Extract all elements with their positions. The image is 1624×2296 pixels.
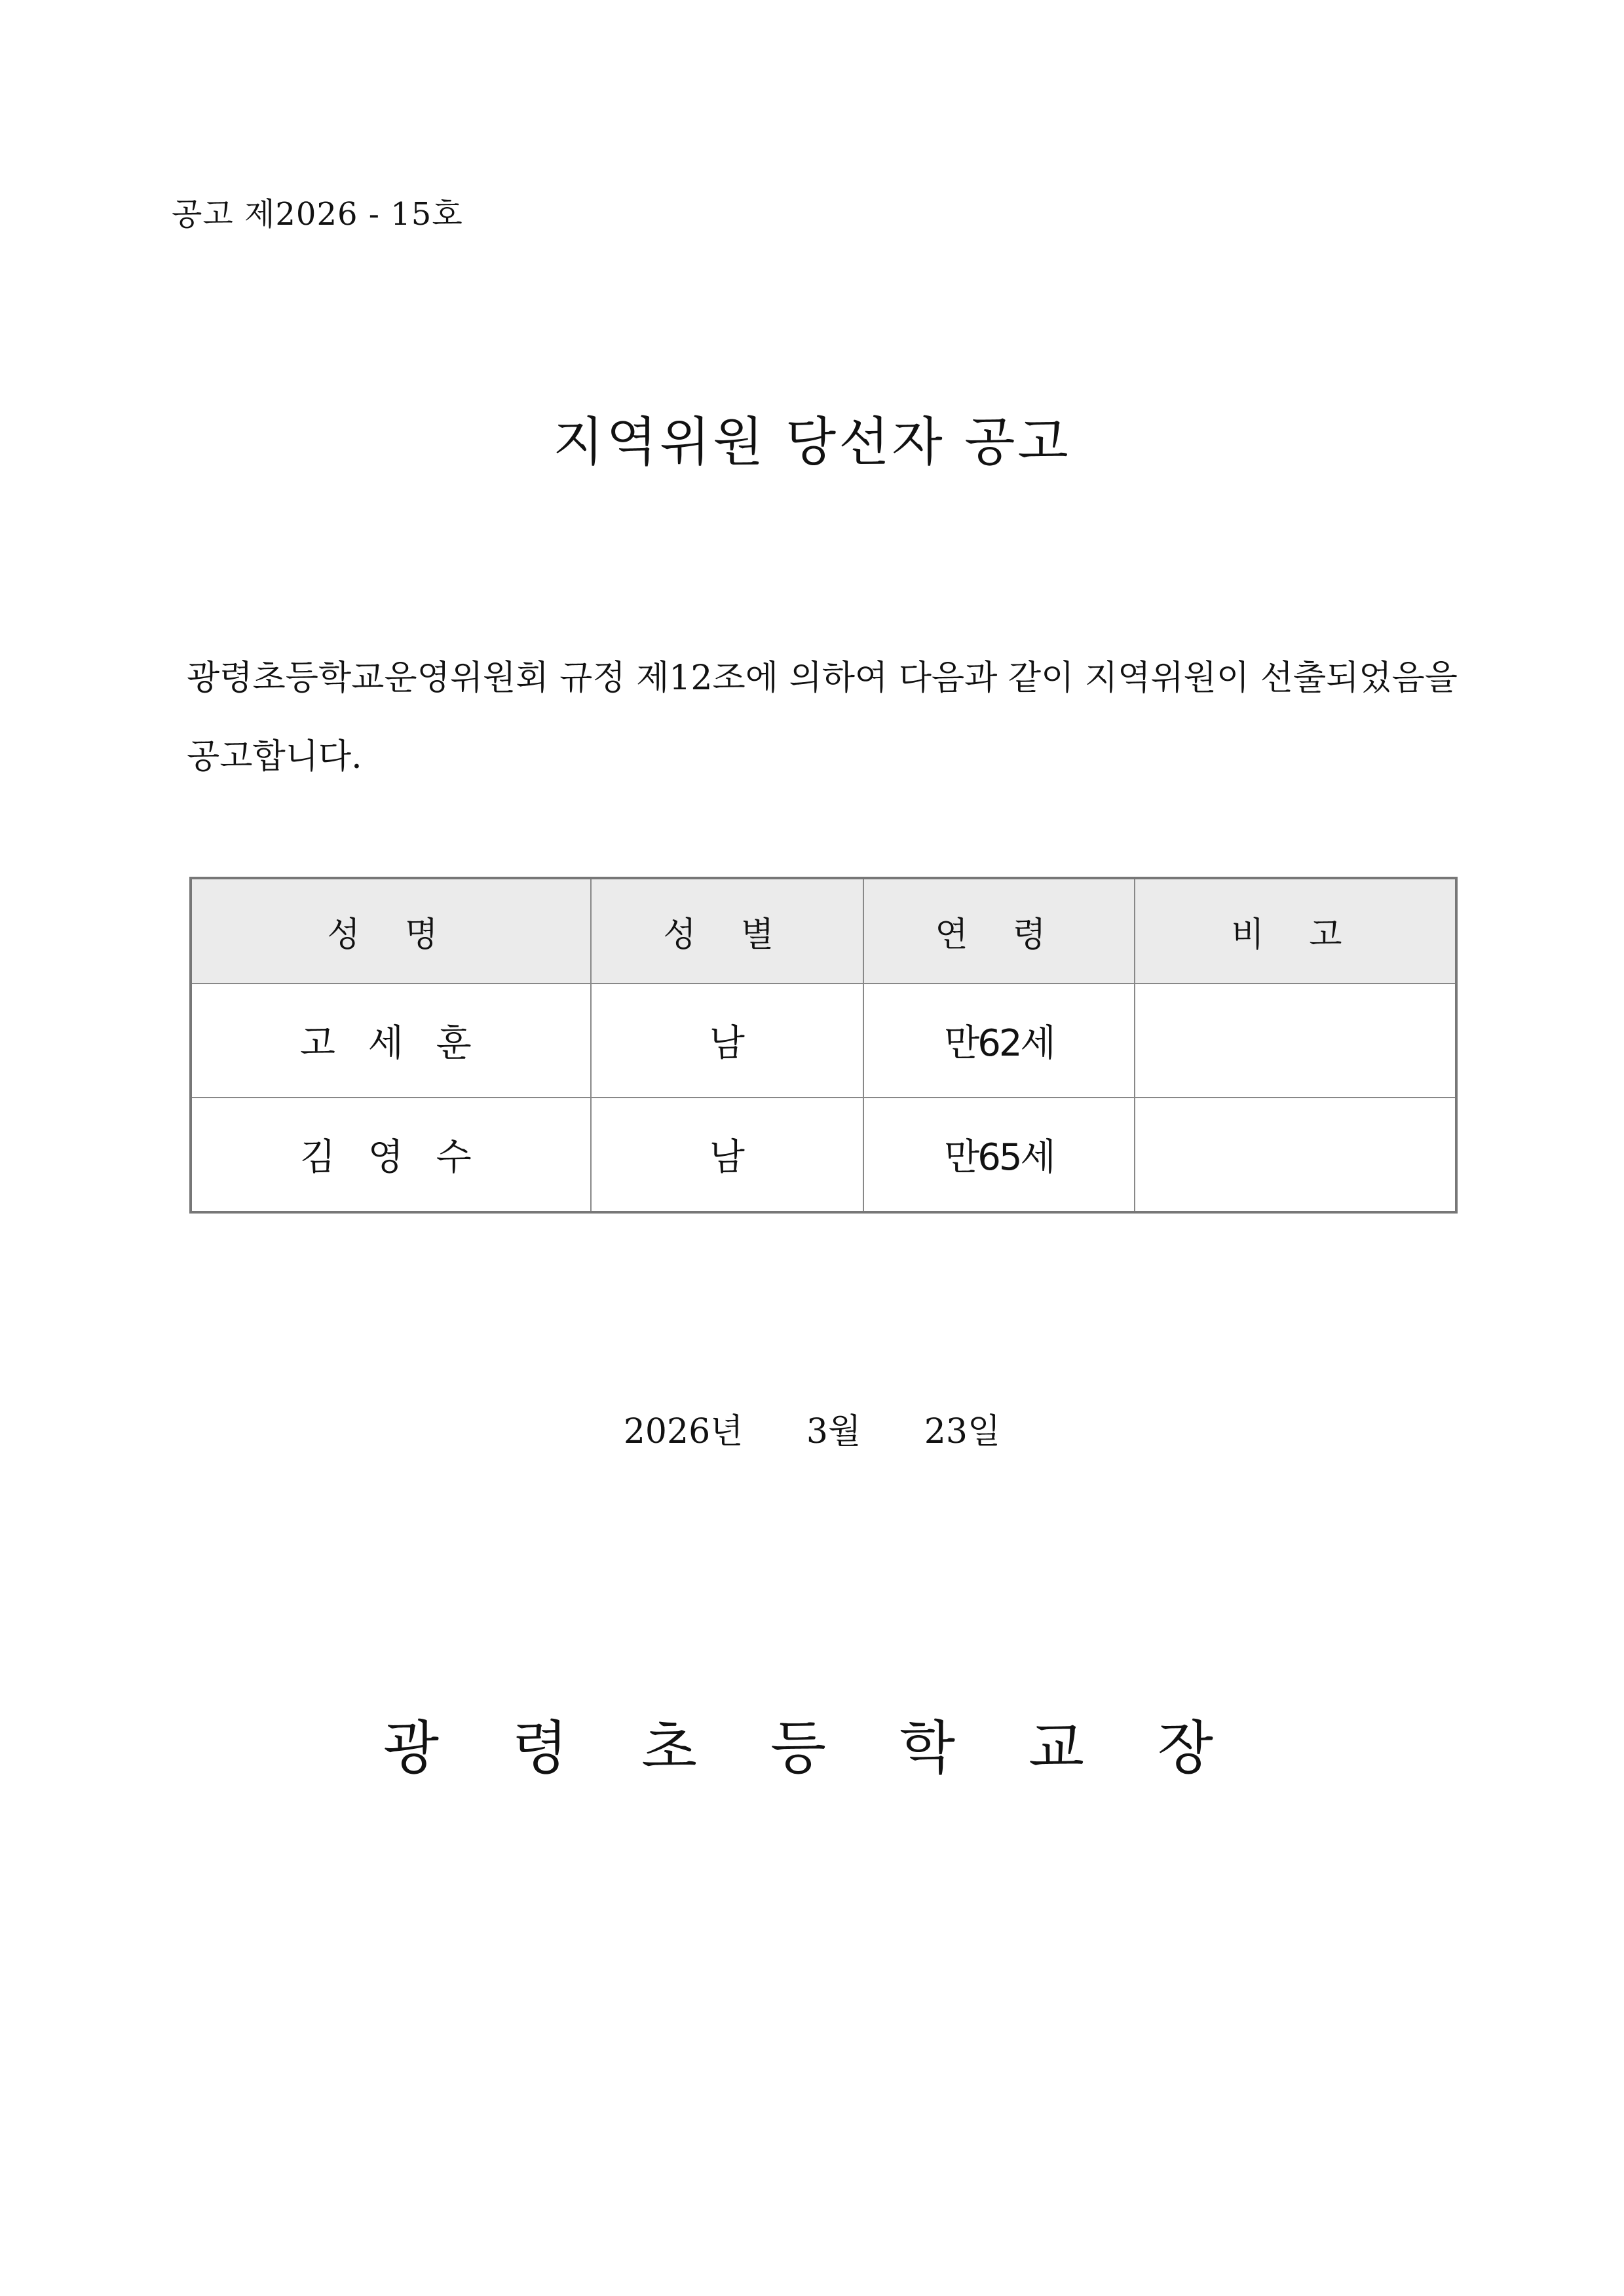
member-gender: 남 [591, 1098, 863, 1212]
notice-date [0, 1404, 1624, 1453]
date-year: 2026년 [623, 1412, 744, 1451]
date-month: 3월 [806, 1412, 861, 1451]
table-row [191, 1098, 1456, 1212]
notice-body: 광령초등학교운영위원회 규정 제12조에 의하여 다음과 같이 지역위원이 선출되었음을 공고합니다. [187, 659, 1458, 776]
member-age: 만62세 [863, 984, 1135, 1098]
member-gender: 남 [591, 984, 863, 1098]
member-remarks [1135, 984, 1456, 1098]
table-header-row [191, 878, 1456, 984]
date-day: 23일 [924, 1412, 1001, 1451]
table-row [191, 984, 1456, 1098]
member-name: 김 영 수 [191, 1098, 591, 1212]
header-remarks: 비 고 [1135, 878, 1456, 984]
member-age: 만65세 [863, 1098, 1135, 1212]
notice-number: 공고 제2026 - 15호 [172, 196, 463, 233]
header-name: 성 명 [191, 878, 591, 984]
header-age: 연 령 [863, 878, 1135, 984]
member-remarks [1135, 1098, 1456, 1212]
document-title: 지역위원 당선자 공고 [553, 411, 1071, 472]
header-gender: 성 별 [591, 878, 863, 984]
member-name: 고 세 훈 [191, 984, 591, 1098]
elected-members-table [189, 877, 1458, 1214]
issuer-signature: 광 령 초 등 학 교 장 [383, 1714, 1241, 1782]
